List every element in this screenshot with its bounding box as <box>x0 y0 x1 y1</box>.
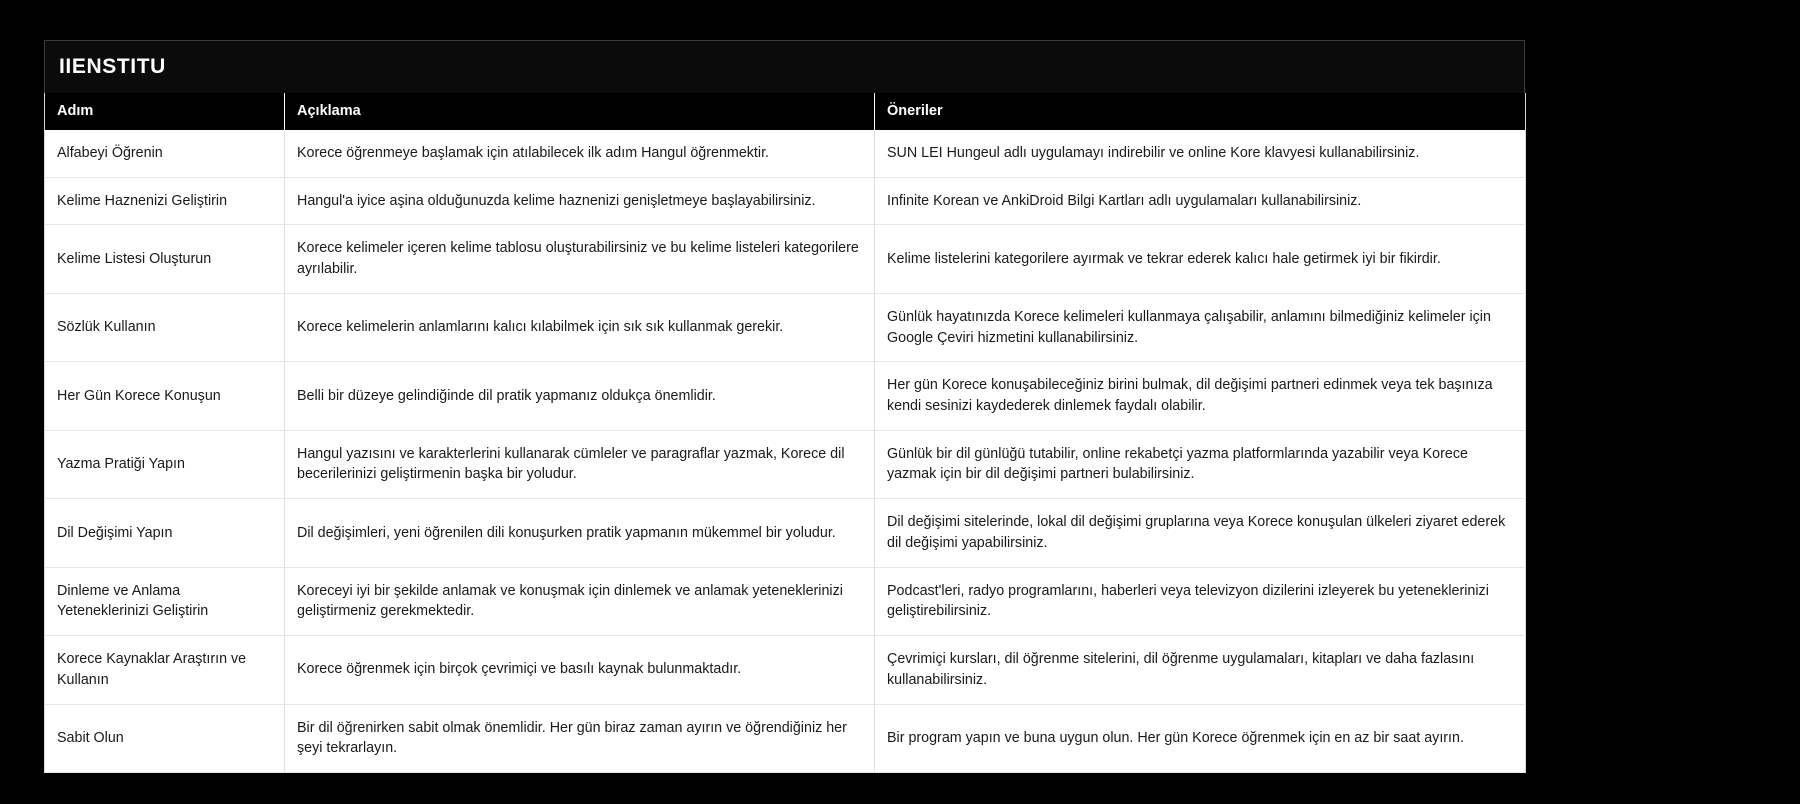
table-header-row <box>45 93 1526 130</box>
cell-recommendations: Podcast'leri, radyo programlarını, haberleri veya televizyon dizilerini izleyerek bu yeteneklerinizi geliştirebilirsiniz. <box>875 567 1526 635</box>
cell-description: Hangul'a iyice aşina olduğunuzda kelime haznenizi genişletmeye başlayabilirsiniz. <box>285 177 875 225</box>
table-row <box>45 499 1526 567</box>
cell-step: Alfabeyi Öğrenin <box>45 130 285 177</box>
cell-recommendations: Günlük bir dil günlüğü tutabilir, online rekabetçi yazma platformlarında yazabilir veya Korece yazmak için bir dil değişimi partneri bulabilirsiniz. <box>875 430 1526 498</box>
cell-step: Dinleme ve Anlama Yeteneklerinizi Geliştirin <box>45 567 285 635</box>
table-row <box>45 293 1526 361</box>
cell-step: Sözlük Kullanın <box>45 293 285 361</box>
column-header-recommendations[interactable]: Öneriler <box>875 93 1526 130</box>
cell-description: Dil değişimleri, yeni öğrenilen dili konuşurken pratik yapmanın mükemmel bir yoludur. <box>285 499 875 567</box>
table-card <box>44 40 1525 757</box>
table-row <box>45 567 1526 635</box>
cell-description: Korece kelimelerin anlamlarını kalıcı kılabilmek için sık sık kullanmak gerekir. <box>285 293 875 361</box>
cell-description: Korece öğrenmeye başlamak için atılabilecek ilk adım Hangul öğrenmektir. <box>285 130 875 177</box>
cell-description: Korece kelimeler içeren kelime tablosu oluşturabilirsiniz ve bu kelime listeleri kategorilere ayrılabilir. <box>285 225 875 293</box>
cell-description: Koreceyi iyi bir şekilde anlamak ve konuşmak için dinlemek ve anlamak yeteneklerinizi geliştirmeniz gerekmektedir. <box>285 567 875 635</box>
brand-header <box>44 40 1525 93</box>
cell-recommendations: Bir program yapın ve buna uygun olun. Her gün Korece öğrenmek için en az bir saat ayırın. <box>875 704 1526 772</box>
cell-description: Bir dil öğrenirken sabit olmak önemlidir. Her gün biraz zaman ayırın ve öğrendiğiniz her şeyi tekrarlayın. <box>285 704 875 772</box>
table-row <box>45 704 1526 772</box>
brand-logo-text: IIENSTITU <box>59 55 166 78</box>
column-header-step[interactable]: Adım <box>45 93 285 130</box>
cell-step: Her Gün Korece Konuşun <box>45 362 285 430</box>
table-row <box>45 177 1526 225</box>
cell-step: Sabit Olun <box>45 704 285 772</box>
cell-description: Korece öğrenmek için birçok çevrimiçi ve basılı kaynak bulunmaktadır. <box>285 636 875 704</box>
cell-description: Hangul yazısını ve karakterlerini kullanarak cümleler ve paragraflar yazmak, Korece dil becerilerinizi geliştirmenin başka bir yoludur. <box>285 430 875 498</box>
cell-recommendations: Çevrimiçi kursları, dil öğrenme sitelerini, dil öğrenme uygulamaları, kitapları ve daha fazlasını kullanabilirsiniz. <box>875 636 1526 704</box>
column-header-description[interactable]: Açıklama <box>285 93 875 130</box>
table-body <box>45 130 1526 772</box>
table-row <box>45 130 1526 177</box>
table-row <box>45 430 1526 498</box>
cell-step: Kelime Listesi Oluşturun <box>45 225 285 293</box>
cell-recommendations: Kelime listelerini kategorilere ayırmak ve tekrar ederek kalıcı hale getirmek iyi bir fikirdir. <box>875 225 1526 293</box>
cell-recommendations: Dil değişimi sitelerinde, lokal dil değişimi gruplarına veya Korece konuşulan ülkeleri ziyaret ederek dil değişimi yapabilirsiniz. <box>875 499 1526 567</box>
table-header <box>45 93 1526 130</box>
cell-recommendations: Infinite Korean ve AnkiDroid Bilgi Kartları adlı uygulamaları kullanabilirsiniz. <box>875 177 1526 225</box>
table-row <box>45 636 1526 704</box>
table-row <box>45 362 1526 430</box>
cell-recommendations: Günlük hayatınızda Korece kelimeleri kullanmaya çalışabilir, anlamını bilmediğiniz kelimeler için Google Çeviri hizmetini kullanabilirsiniz. <box>875 293 1526 361</box>
cell-step: Dil Değişimi Yapın <box>45 499 285 567</box>
cell-recommendations: SUN LEI Hungeul adlı uygulamayı indirebilir ve online Kore klavyesi kullanabilirsiniz. <box>875 130 1526 177</box>
table-row <box>45 225 1526 293</box>
cell-step: Yazma Pratiği Yapın <box>45 430 285 498</box>
cell-step: Kelime Haznenizi Geliştirin <box>45 177 285 225</box>
cell-step: Korece Kaynaklar Araştırın ve Kullanın <box>45 636 285 704</box>
cell-description: Belli bir düzeye gelindiğinde dil pratik yapmanız oldukça önemlidir. <box>285 362 875 430</box>
steps-table <box>44 93 1526 773</box>
cell-recommendations: Her gün Korece konuşabileceğiniz birini bulmak, dil değişimi partneri edinmek veya tek başınıza kendi sesinizi kaydederek dinlemek faydalı olabilir. <box>875 362 1526 430</box>
